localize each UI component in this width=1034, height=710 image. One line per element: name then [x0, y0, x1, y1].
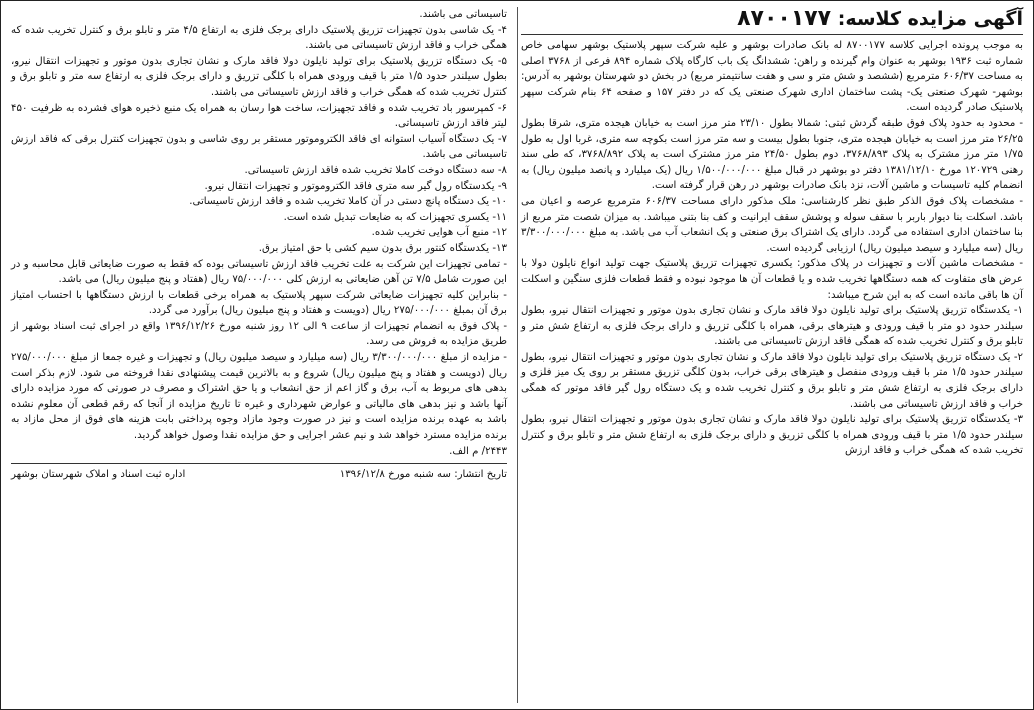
list-item: ۱۳- یکدستگاه کنتور برق بدون سیم کشی با حق امتیاز برق. [258, 242, 507, 254]
publish-date: تاریخ انتشار: سه شنبه مورخ ۱۳۹۶/۱۲/۸ [339, 469, 507, 481]
list-item: ۷- یک دستگاه آسیاب استوانه ای فاقد الکتروموتور مستقر بر روی شاسی و بدون تجهیزات کنترل برقی که فاقد ارزش تاسیساتی می باشد. [11, 133, 507, 161]
list-item: ۱- یکدستگاه تزریق پلاستیک برای تولید نایلون دولا فاقد مارک و نشان تجاری بدون موتور و تجهیزات انتقال نیرو، بطول سیلندر حدود دو متر با قیف ورودی و هیترهای برقی، همراه با کلگی تزریق و دارای برجک فلزی به ارتفاع شش متر و تابلو برق و کنترل تخریب شده که همگی فاقد ارزش تاسیساتی می باشند. [521, 305, 1023, 348]
paragraph: - مزایده از مبلغ ۳/۳۰۰/۰۰۰/۰۰۰ ریال (سه میلیارد و سیصد میلیون ریال) و تجهیزات و غیره جمعا از مبلغ ۲۷۵/۰۰۰/۰۰۰ ریال (دویست و هفتاد و پنج میلیون ریال) شروع و به بالاترین قیمت پیشنهادی نقدا فروخته می شود. لازم بذکر است بدهی های مربوط به آب، برق و گاز اعم از حق انشعاب و یا حق اشتراک و مصرف در صورتی که مورد مزایده دارای آنها باشد و نیز بدهی های مالیاتی و عوارض شهرداری و غیره تا تاریخ مزایده از آنجا که رقم قطعی آن معلوم نشده باشد به عهده برنده مزایده است و نیز در صورت وجود مازاد وجوه پرداختی بابت هزینه های فوق از محل مازاد به برنده مزایده مسترد خواهد شد و نیم عشر اجرایی و حق مزایده نقدا وصول خواهد گردید. [11, 352, 507, 442]
list-item: ۳- یکدستگاه تزریق پلاستیک برای تولید نایلون دولا فاقد مارک و نشان تجاری بدون موتور و تجهیزات انتقال نیرو، بطول سیلندر حدود ۱/۵ متر با قیف ورودی همراه با کلگی تزریق و دارای برجک فلزی به ارتفاع شش متر و تابلو برق و کنترل تخریب شده که همگی خراب و فاقد ارزش [521, 414, 1023, 457]
left-column [5, 7, 513, 703]
right-column [515, 7, 1029, 703]
list-item: ۱۱- یکسری تجهیزات که به ضایعات تبدیل شده است. [283, 211, 507, 223]
column-divider [517, 7, 518, 703]
paragraph: - تمامی تجهیزات این شرکت به علت تخریب فاقد ارزش تاسیساتی بوده که فقط به صورت ضایعاتی قابل محاسبه و در این صورت شامل ۷/۵ تن آهن ضایعاتی به ارزش کلی ۷۵/۰۰۰/۰۰۰ ریال (هفتاد و پنج میلیون ریال) می باشد. [11, 258, 507, 286]
list-item: ۱۰- یک دستگاه پانچ دستی در آن کاملا تخریب شده و فاقد ارزش تاسیساتی. [189, 196, 507, 208]
case-number: ۸۷۰۰۱۷۷ [737, 7, 832, 31]
paragraph: - بنابراین کلیه تجهیزات ضایعاتی شرکت سپهر پلاستیک به همراه برخی قطعات با ارزش دستگاهها با احتساب امتیاز برق آن بمبلغ ۲۷۵/۰۰۰/۰۰۰ ریال (دویست و هفتاد و پنج میلیون ریال) برآورد می گردد. [11, 289, 507, 317]
list-item: ۸- سه دستگاه دوخت کاملا تخریب شده فاقد ارزش تاسیساتی. [244, 164, 507, 176]
list-item: ۱۲- منبع آب هوایی تخریب شده. [371, 227, 507, 239]
list-item: ۵- یک دستگاه تزریق پلاستیک برای تولید نایلون دولا فاقد مارک و نشان تجاری بدون موتور و تجهیزات انتقال نیرو، بطول سیلندر حدود ۱/۵ متر با قیف ورودی همراه با کلگی تزریق و دارای برجک فلزی به ارتفاع سه متر و تابلو برق و کنترل تخریب شده که همگی خراب و فاقد ارزش تاسیساتی می باشند. [11, 55, 507, 98]
notice-title-label: آگهی مزایده کلاسه: [837, 8, 1023, 30]
notice-footer [11, 463, 507, 483]
paragraph: - مشخصات پلاک فوق الذکر طبق نظر کارشناسی: ملک مذکور دارای مساحت ۶۰۶/۳۷ مترمربع عرصه و اعیان می باشد. اسکلت بنا دیوار باربر با سقف سوله و پوشش سقف ایرانیت و کف بنا بتنی میباشد. به میزان شصت متر مربع از بنا ساختمان اداری استفاده می گردد. دارای یک اشتراک برق صنعتی و یک انشعاب آب می باشد. به مبلغ ۳/۳۰۰/۰۰۰/۰۰۰ ریال (سه میلیارد و سیصد میلیون ریال) ارزیابی گردیده است. [521, 195, 1023, 254]
paragraph: به موجب پرونده اجرایی کلاسه ۸۷۰۰۱۷۷ له بانک صادرات بوشهر و علیه شرکت سپهر پلاستیک بوشهر سهامی خاص شماره ثبت ۱۹۳۶ بوشهر به عنوان وام گیرنده و راهن: ششدانگ یک باب کارگاه پلاک شماره ۸۹۴ فرعی از ۳۷۶۸ اصلی به مساحت ۶۰۶/۳۷ مترمربع (ششصد و شش متر و سی و هفت سانتیمتر مربع) در بخش دو شهرستان بوشهر به آدرس: بوشهر- شهرک صنعتی یک- پشت ساختمان اداری شهرک صنعتی یک که در دفتر ۱۵۷ و صفحه ۶۴ بنام شرکت سپهر پلاستیک صادر گردیده است. [521, 40, 1023, 114]
paragraph: - مشخصات ماشین آلات و تجهیزات در پلاک مذکور: یکسری تجهیزات تزریق پلاستیک جهت تولید انواع نایلون دولا با عرض های متفاوت که همه دستگاهها تخریب شده و یا قطعات آن ها موجود نبوده و فقط قطعات فلزی سنگین و اسکلت آن ها باقی مانده است که به این شرح میباشد: [521, 258, 1023, 301]
notice-title [521, 7, 1023, 31]
list-item: ۶- کمپرسور باد تخریب شده و فاقد تجهیزات، ساخت هوا رسان به همراه یک منبع ذخیره هوای فشرده به ظرفیت ۴۵۰ لیتر فاقد ارزش تاسیساتی. [11, 102, 507, 130]
reference-number: ۲۴۴۳/ م الف. [449, 445, 507, 457]
paragraph: تاسیساتی می باشند. [419, 9, 507, 20]
paragraph: - محدود به حدود پلاک فوق طبقه گردش ثبتی: شمالا بطول ۲۳/۱۰ متر مرز است به خیابان هیجده متری، شرقا بطول ۲۶/۲۵ متر مرز است به خیابان هیجده متری، جنوبا بطول بیست و سه متر مرز است بکوچه سه متری، غربا اول به طول ۱/۷۵ متر مرز مشترک به پلاک ۳۷۶۸/۸۹۳، دوم بطول ۲۴/۵۰ متر مرز مشترک است به پلاک ۳۷۶۸/۸۹۲، که طی سند رهنی ۱۲۰۷۲۹ مورخ ۱۳۸۱/۱۲/۱۰ دفتر دو بوشهر در قبال مبلغ ۱/۵۰۰/۰۰۰/۰۰۰ ریال (یک میلیارد و پانصد میلیون ریال) به انضمام کلیه تاسیسات و ماشین آلات، نزد بانک صادرات بوشهر در رهن قرار گرفته است. [521, 117, 1024, 192]
title-rule [521, 34, 1023, 35]
list-item: ۲- یک دستگاه تزریق پلاستیک برای تولید نایلون دولا فاقد مارک و نشان تجاری بدون موتور و تجهیزات انتقال نیرو، بطول سیلندر حدود ۱/۵ متر با قیف ورودی منفصل و هیترهای برقی خراب، بدون کلگی تزریق مستقر بر روی یک میز فلزی و دارای برجک فلزی به ارتفاع شش متر و تابلو برق و کنترل تخریب شده و یک دستگاه رول گیر فاقد موتور که همگی خراب و فاقد ارزش تاسیساتی می باشند. [521, 351, 1023, 410]
paragraph: - پلاک فوق به انضمام تجهیزات از ساعت ۹ الی ۱۲ روز شنبه مورخ ۱۳۹۶/۱۲/۲۶ واقع در اجرای ثبت اسناد بوشهر از طریق مزایده به فروش می رسد. [11, 320, 507, 348]
list-item: ۴- یک شاسی بدون تجهیزات تزریق پلاستیک دارای برجک فلزی به ارتفاع ۴/۵ متر و تابلو برق و کنترل تخریب شده که همگی خراب و فاقد ارزش تاسیساتی می باشند. [11, 24, 507, 52]
issuing-office: اداره ثبت اسناد و املاک شهرستان بوشهر [11, 469, 186, 481]
list-item: ۹- یکدستگاه رول گیر سه متری فاقد الکتروموتور و تجهیزات انتقال نیرو. [204, 180, 507, 192]
